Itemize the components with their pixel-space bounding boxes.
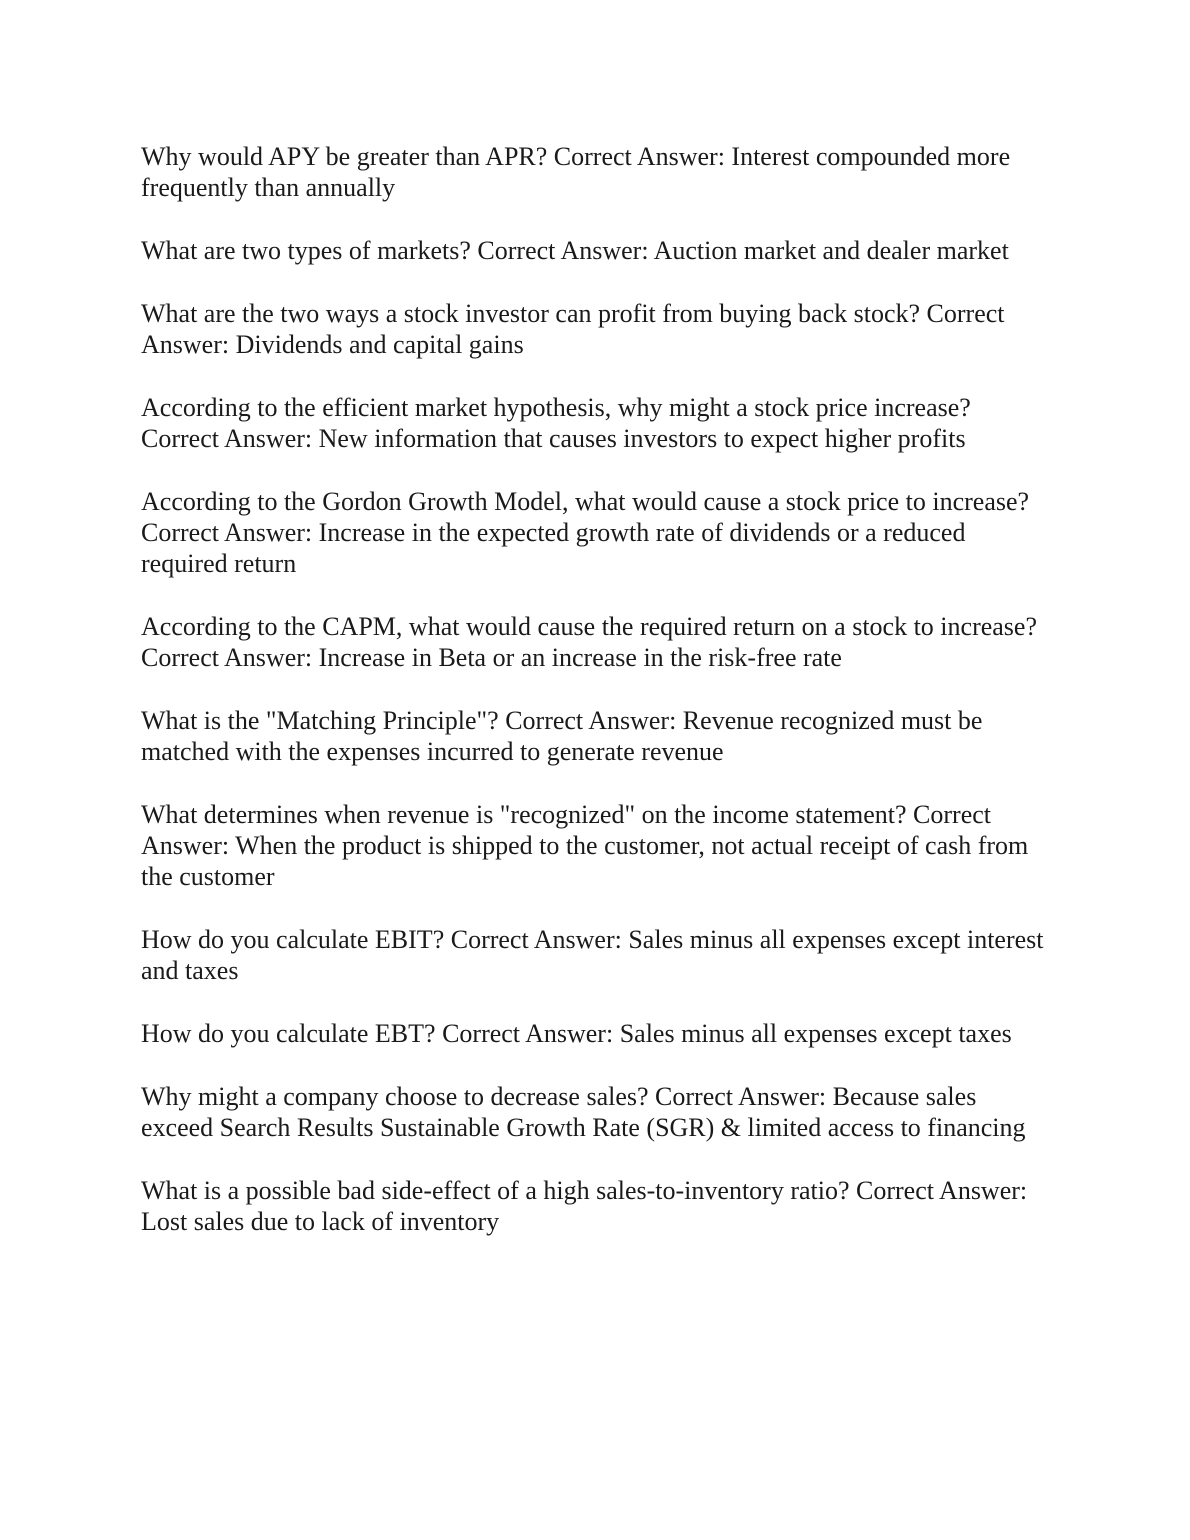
qa-item: How do you calculate EBT? Correct Answer: Sales minus all expenses except taxes bbox=[141, 1019, 1012, 1048]
qa-item: Why would APY be greater than APR? Correct Answer: Interest compounded more frequently than annually bbox=[141, 142, 1011, 202]
qa-item: According to the CAPM, what would cause the required return on a stock to increase? Correct Answer: Increase in Beta or an increase in the risk-free rate bbox=[141, 612, 1038, 672]
qa-item: What is the "Matching Principle"? Correct Answer: Revenue recognized must be matched with the expenses incurred to generate revenue bbox=[141, 706, 983, 766]
qa-item: What determines when revenue is "recognized" on the income statement? Correct Answer: When the product is shipped to the customer, not actual receipt of cash from the customer bbox=[141, 800, 1029, 891]
qa-item: What are the two ways a stock investor can profit from buying back stock? Correct Answer: Dividends and capital gains bbox=[141, 299, 1005, 359]
qa-item: According to the efficient market hypothesis, why might a stock price increase? Correct Answer: New information that causes investors to expect higher profits bbox=[141, 393, 971, 453]
qa-item: According to the Gordon Growth Model, what would cause a stock price to increase? Correct Answer: Increase in the expected growth rate of dividends or a reduced required return bbox=[141, 487, 1030, 578]
qa-item: Why might a company choose to decrease sales? Correct Answer: Because sales exceed Search Results Sustainable Growth Rate (SGR) & limited access to financing bbox=[141, 1082, 1026, 1142]
qa-list bbox=[141, 141, 1051, 1269]
qa-item: How do you calculate EBIT? Correct Answer: Sales minus all expenses except interest and taxes bbox=[141, 925, 1044, 985]
qa-item: What are two types of markets? Correct Answer: Auction market and dealer market bbox=[141, 236, 1009, 265]
qa-item: What is a possible bad side-effect of a high sales-to-inventory ratio? Correct Answer: Lost sales due to lack of inventory bbox=[141, 1176, 1028, 1236]
